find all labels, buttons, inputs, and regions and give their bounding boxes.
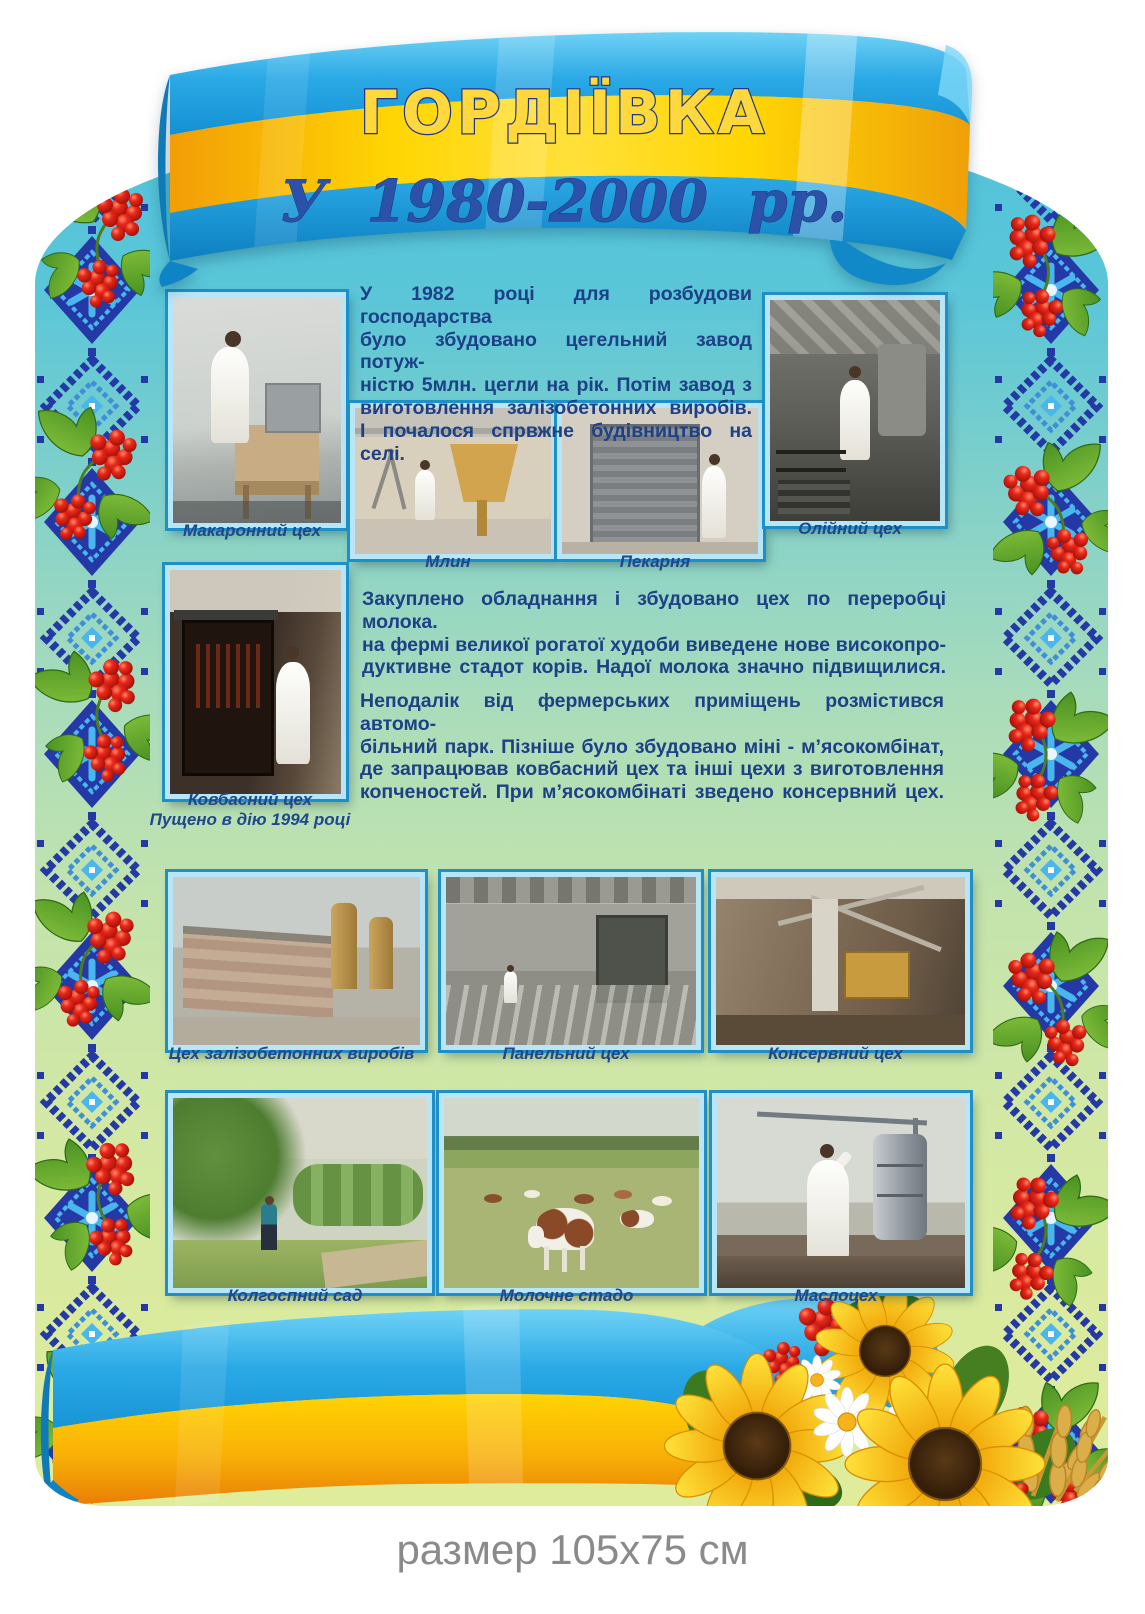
ceiling (716, 877, 965, 899)
cow-large (536, 1208, 594, 1250)
steel-tank (873, 1134, 927, 1240)
photo-caption: Пекарня (619, 552, 691, 571)
worker-figure (807, 1160, 849, 1260)
flower-bouquet (645, 1296, 1108, 1506)
photo-image (770, 300, 940, 521)
paragraph-milk-processing: Закуплено обладнання і збудовано цех по переробці молока. на фермі великої рогатої худоби виведене нове високопро- дуктивне стадот корів. Надої молока значно підвищилися. (362, 588, 946, 679)
worker-figure (840, 380, 870, 460)
paragraph-brick-factory: У 1982 році для розбудови господарства було збудовано цегельний завод потуж- ністю 5млн. цегли на рік. Потім завод з виготовлення залізобетонних виробів. І почалося спрвжне будівництво на селі. (360, 283, 752, 465)
photo-caption: Молочне стадо (499, 1286, 634, 1305)
roof-trusses (446, 877, 696, 903)
cow-leg (562, 1248, 567, 1272)
orchard-tree (173, 1098, 313, 1255)
tiled-wall (170, 570, 341, 612)
hanging-sausages (190, 644, 260, 708)
worker-figure (415, 470, 435, 520)
stairs (778, 480, 850, 514)
photo-image (446, 877, 696, 1045)
cow-leg (580, 1246, 585, 1270)
photo-image (173, 877, 420, 1045)
stair-railing (776, 450, 846, 454)
photo-caption: Олійний цех (798, 519, 902, 538)
cow-head (528, 1226, 544, 1248)
tank-band (877, 1164, 923, 1167)
floor-shadow (173, 501, 341, 523)
paragraph-meat-plant: Неподалік від фермерських приміщень розмістився автомо- більний парк. Пізніше було збудовано міні - м’ясокомбінат, де запрацював ковбасний цех та інші цехи з виготовлення копченостей. При м’ясокомбінаті зведено консервний цех. (360, 690, 944, 804)
hopper-leg (477, 500, 487, 536)
photo-caption: Колгоспний сад (227, 1286, 363, 1305)
worker-figure (702, 466, 726, 538)
photo-panel-shop (441, 872, 701, 1050)
concrete-column (812, 899, 838, 1011)
ribbon-left-tail (159, 261, 198, 287)
photo-dairy-herd (439, 1093, 704, 1293)
photo-image (717, 1098, 965, 1288)
photo-caption: Макаронний цех (183, 521, 321, 540)
poster-subtitle: У 1980-2000 рр. (280, 168, 848, 235)
title-ribbon-banner (140, 25, 980, 305)
photo-caption (130, 790, 370, 830)
poster-title: ГОРДІЇВКА (359, 78, 769, 148)
brick-building (183, 934, 333, 1018)
floor (716, 1015, 965, 1045)
cow (524, 1190, 540, 1198)
person-figure (261, 1204, 277, 1250)
cow (614, 1190, 632, 1199)
wet-floor (717, 1256, 965, 1288)
photo-caption: Консервний цех (768, 1044, 903, 1063)
cow (652, 1196, 672, 1206)
photo-image (173, 1098, 427, 1288)
worker-figure (276, 662, 310, 764)
cow-leg (544, 1246, 549, 1270)
silo (369, 917, 393, 989)
photo-sausage-shop (165, 565, 346, 799)
photo-image (444, 1098, 699, 1288)
worker-figure (504, 971, 517, 1003)
steel-rails (446, 985, 696, 1045)
ground (173, 1017, 420, 1045)
worker-head (225, 331, 241, 347)
tree-row (293, 1164, 423, 1226)
smoke-hood (174, 610, 278, 620)
photo-image (716, 877, 965, 1045)
pasta-machine (265, 383, 321, 433)
pipe (757, 1112, 927, 1126)
photo-caption: Цех залізобетонних виробів (168, 1044, 415, 1063)
photo-caption: Млин (425, 552, 471, 571)
size-note: размер 105х75 см (396, 1526, 749, 1573)
cow (484, 1194, 502, 1203)
cow (574, 1194, 594, 1204)
photo-macaroni-shop (168, 292, 346, 528)
worker-figure (211, 347, 249, 443)
photo-canning-shop (711, 872, 970, 1050)
person-head (265, 1196, 274, 1205)
worker-head (507, 965, 514, 972)
photo-orchard (168, 1093, 432, 1293)
caption-line-1: Ковбасний цех (187, 790, 313, 809)
tank-band (877, 1194, 923, 1197)
conveyor-machine (844, 951, 910, 999)
worker-head (820, 1144, 834, 1158)
photo-concrete-shop (168, 872, 425, 1050)
worker-head (849, 366, 861, 378)
stair-railing (776, 468, 846, 472)
photo-image (173, 297, 341, 523)
cow (620, 1210, 654, 1228)
hills (444, 1150, 699, 1168)
ribbon-left-roll (158, 75, 170, 261)
worker-head (286, 646, 299, 659)
press-tank (878, 344, 926, 436)
photo-butter-shop (712, 1093, 970, 1293)
caption-line-2: Пущено в дію 1994 році (149, 810, 351, 830)
photo-caption: Маслоцех (794, 1286, 878, 1305)
photo-image (170, 570, 341, 794)
silo (331, 903, 357, 989)
photo-caption: Панельний цех (502, 1044, 630, 1063)
photo-oil-shop (765, 295, 945, 526)
